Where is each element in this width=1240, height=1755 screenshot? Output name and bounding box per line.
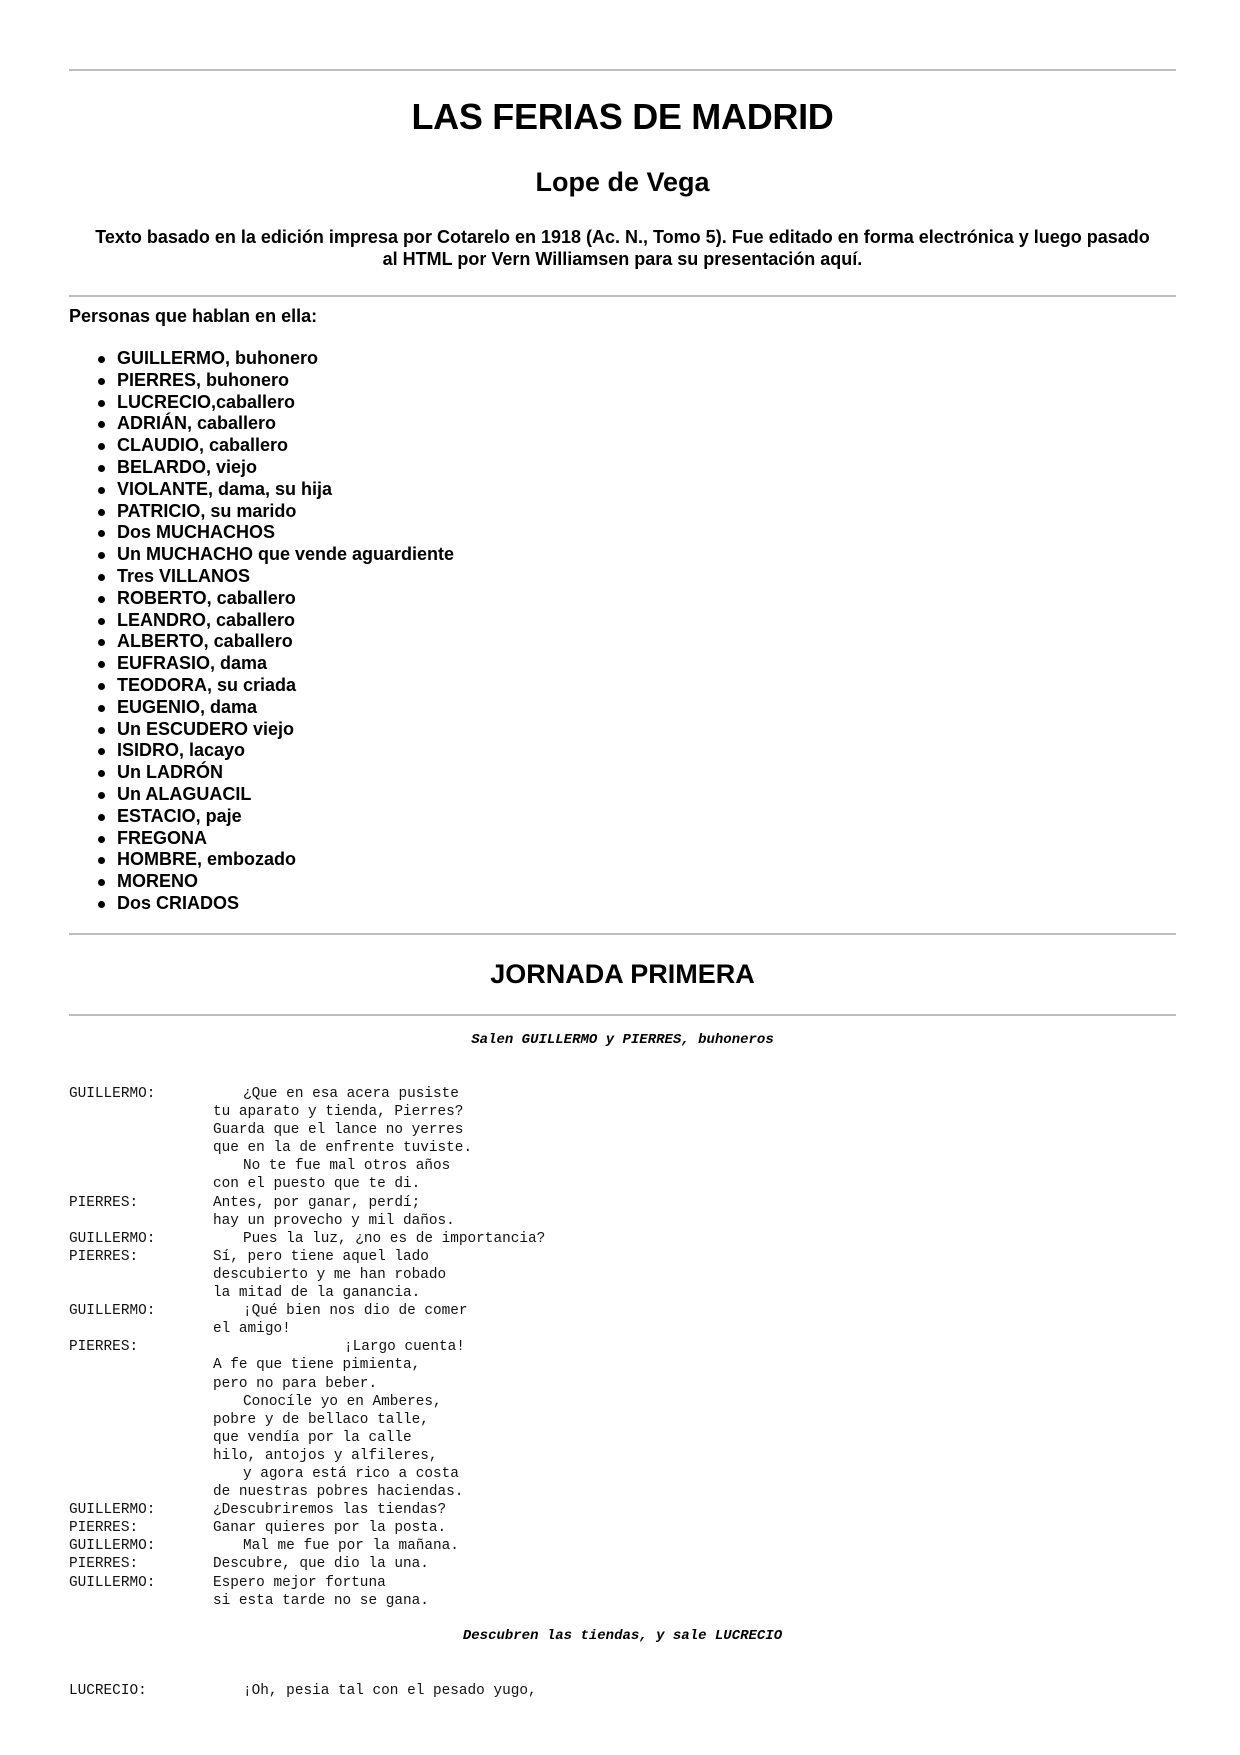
stage-direction: Descubren las tiendas, y sale LUCRECIO (462, 1628, 783, 1644)
cast-list (69, 348, 454, 915)
verse-text: Ganar quieres por la posta. (213, 1520, 447, 1537)
cast-member: PATRICIO, su marido (117, 501, 454, 523)
speaker-name: PIERRES: (69, 1556, 139, 1573)
cast-member: LEANDRO, caballero (117, 610, 454, 632)
top-divider (69, 69, 1176, 71)
speaker-name: GUILLERMO: (69, 1502, 156, 1519)
cast-member: FREGONA (117, 828, 454, 850)
cast-member: Un LADRÓN (117, 762, 454, 784)
verse-text: Guarda que el lance no yerres (213, 1122, 464, 1139)
cast-member: EUFRASIO, dama (117, 653, 454, 675)
cast-member: HOMBRE, embozado (117, 849, 454, 871)
cast-member: Tres VILLANOS (117, 566, 454, 588)
verse-text: descubierto y me han robado (213, 1266, 447, 1283)
speaker-name: GUILLERMO: (69, 1538, 156, 1555)
cast-member: Dos CRIADOS (117, 893, 454, 915)
cast-member: PIERRES, buhonero (117, 370, 454, 392)
divider-after-header (69, 295, 1176, 297)
verse-text: Espero mejor fortuna (213, 1574, 386, 1591)
speaker-name: PIERRES: (69, 1339, 139, 1356)
verse-text: pero no para beber. (213, 1375, 378, 1392)
cast-member: MORENO (117, 871, 454, 893)
verse-text: que en la de enfrente tuviste. (213, 1140, 473, 1157)
verse-text: hilo, antojos y alfileres, (213, 1447, 438, 1464)
verse-text: que vendía por la calle (213, 1429, 412, 1446)
speaker-name: GUILLERMO: (69, 1574, 156, 1591)
cast-member: ALBERTO, caballero (117, 631, 454, 653)
author-name: Lope de Vega (535, 167, 710, 197)
verse-text: y agora está rico a costa (243, 1465, 459, 1482)
speaker-name: GUILLERMO: (69, 1086, 156, 1102)
act-title: JORNADA PRIMERA (490, 959, 755, 989)
verse-text: Sí, pero tiene aquel lado (213, 1248, 429, 1265)
cast-member: VIOLANTE, dama, su hija (117, 479, 454, 501)
cast-member: LUCRECIO,caballero (117, 392, 454, 414)
verse-text: hay un provecho y mil daños. (213, 1212, 455, 1229)
speaker-name: PIERRES: (69, 1248, 139, 1265)
verse-text: ¿Descubriremos las tiendas? (213, 1502, 447, 1519)
cast-member: ADRIÁN, caballero (117, 413, 454, 435)
cast-member: Un ESCUDERO viejo (117, 719, 454, 741)
cast-member: Un ALAGUACIL (117, 784, 454, 806)
verse-text: la mitad de la ganancia. (213, 1285, 421, 1302)
cast-member: ESTACIO, paje (117, 806, 454, 828)
stage-direction: Salen GUILLERMO y PIERRES, buhoneros (471, 1032, 774, 1048)
verse-text: de nuestras pobres haciendas. (213, 1484, 464, 1501)
verse-text: con el puesto que te di. (213, 1176, 421, 1193)
verse-text: Mal me fue por la mañana. (243, 1538, 459, 1555)
cast-member: ROBERTO, caballero (117, 588, 454, 610)
play-title: LAS FERIAS DE MADRID (411, 96, 834, 137)
cast-member: Dos MUCHACHOS (117, 522, 454, 544)
verse-text: pobre y de bellaco talle, (213, 1411, 429, 1428)
cast-member: GUILLERMO, buhonero (117, 348, 454, 370)
divider-after-act (69, 1014, 1176, 1016)
verse-text: Antes, por ganar, perdí; (213, 1194, 421, 1211)
cast-member: Un MUCHACHO que vende aguardiente (117, 544, 455, 565)
divider-before-act (69, 933, 1176, 935)
cast-member: ISIDRO, lacayo (117, 740, 454, 762)
verse-text: tu aparato y tienda, Pierres? (213, 1104, 464, 1121)
cast-member: BELARDO, viejo (117, 457, 454, 479)
verse-text: Descubre, que dio la una. (213, 1556, 429, 1573)
verse-text: No te fue mal otros años (243, 1158, 451, 1175)
verse-text: ¡Oh, pesia tal con el pesado yugo, (243, 1683, 537, 1699)
cast-member: TEODORA, su criada (117, 675, 454, 697)
edition-note: Texto basado en la edición impresa por Cotarelo en 1918 (Ac. N., Tomo 5). Fue editado en forma electrónica y luego pasado al HTML por Vern Williamsen para su presentación aquí. (95, 227, 1150, 269)
dramatis-personae-heading: Personas que hablan en ella: (69, 306, 318, 326)
speaker-name: PIERRES: (69, 1520, 139, 1537)
speaker-name: GUILLERMO: (69, 1303, 156, 1320)
cast-member: CLAUDIO, caballero (117, 435, 454, 457)
cast-member: EUGENIO, dama (117, 697, 454, 719)
verse-text: ¡Largo cuenta! (344, 1339, 465, 1356)
verse-text: ¿Que en esa acera pusiste (243, 1086, 459, 1102)
speaker-name: PIERRES: (69, 1194, 139, 1211)
verse-text: Pues la luz, ¿no es de importancia? (243, 1230, 546, 1247)
verse-text: el amigo! (213, 1321, 291, 1338)
speaker-name: LUCRECIO: (69, 1683, 147, 1699)
verse-text: Conocíle yo en Amberes, (243, 1393, 442, 1410)
verse-text: A fe que tiene pimienta, (213, 1357, 421, 1374)
verse-text: ¡Qué bien nos dio de comer (243, 1303, 468, 1320)
speaker-name: GUILLERMO: (69, 1230, 156, 1247)
verse-text: si esta tarde no se gana. (213, 1592, 429, 1609)
